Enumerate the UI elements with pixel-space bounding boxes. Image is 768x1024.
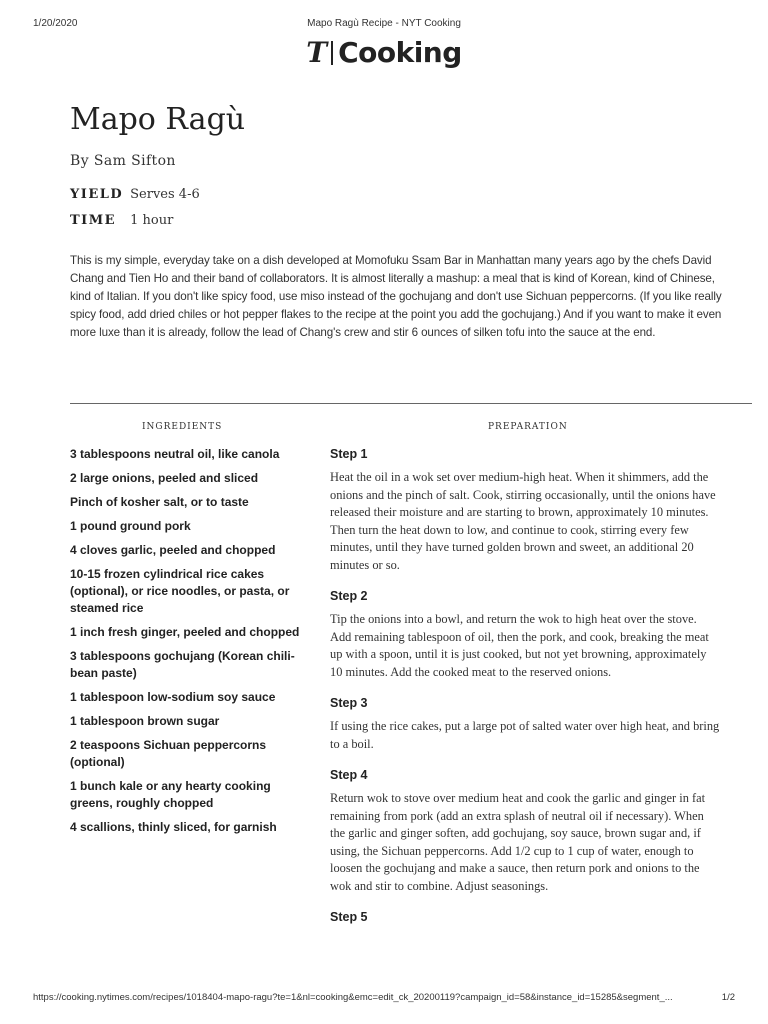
ingredient-item: 1 bunch kale or any hearty cooking greens, roughly chopped — [70, 779, 271, 810]
step-text: Heat the oil in a wok set over medium-high heat. When it shimmers, add the onions and the pinch of salt. Cook, stirring occasionally, until the onions have released their moisture and are starting to brown, approximately 10 minutes. Then turn the heat down to low, and continue to cook, stirring every few minutes, until they have turned golden brown and sweet, an additional 20 minutes or so. — [330, 470, 716, 572]
ingredient-item: 1 tablespoon brown sugar — [70, 714, 220, 728]
step-title: Step 2 — [330, 589, 368, 603]
ingredient-item: 1 tablespoon low-sodium soy sauce — [70, 690, 276, 704]
recipe-title: Mapo Ragù — [70, 102, 246, 137]
nyt-t-logo-icon: T — [306, 36, 328, 69]
preparation-steps — [330, 445, 720, 939]
ingredient-item: 10-15 frozen cylindrical rice cakes (optional), or rice noodles, or pasta, or steamed rice — [70, 567, 290, 615]
step-4 — [330, 766, 720, 895]
print-date: 1/20/2020 — [33, 18, 78, 29]
ingredient-item: 3 tablespoons neutral oil, like canola — [70, 447, 280, 461]
step-2 — [330, 587, 720, 681]
print-url: https://cooking.nytimes.com/recipes/1018404-mapo-ragu?te=1&nl=cooking&emc=edit_ck_20200119?campaign_id=58&instance_id=15285&segment_... — [33, 992, 673, 1003]
ingredients-heading: INGREDIENTS — [142, 422, 223, 432]
preparation-heading: PREPARATION — [488, 422, 568, 432]
print-page-title: Mapo Ragù Recipe - NYT Cooking — [307, 18, 461, 29]
step-text: If using the rice cakes, put a large pot of salted water over high heat, and bring to a boil. — [330, 719, 720, 751]
ingredient-item: 2 large onions, peeled and sliced — [70, 471, 259, 485]
time-value: 1 hour — [130, 213, 174, 228]
yield-row — [70, 187, 200, 202]
step-3 — [330, 694, 720, 753]
recipe-byline[interactable]: By Sam Sifton — [70, 153, 176, 169]
time-label: TIME — [70, 213, 117, 228]
ingredients-list — [70, 446, 300, 843]
step-title: Step 1 — [330, 447, 368, 461]
ingredient-item: 3 tablespoons gochujang (Korean chili-bean paste) — [70, 649, 295, 680]
print-footer — [0, 992, 768, 1006]
ingredient-item: 1 pound ground pork — [70, 519, 191, 533]
ingredient-item: Pinch of kosher salt, or to taste — [70, 495, 249, 509]
step-1 — [330, 445, 720, 574]
ingredient-item: 4 cloves garlic, peeled and chopped — [70, 543, 276, 557]
recipe-description: This is my simple, everyday take on a dish developed at Momofuku Ssam Bar in Manhattan many years ago by the chefs David Chang and Tien Ho and their band of collaborators. It is almost literally a mashup: a meal that is kind of Korean, kind of Chinese, kind of Italian. If you don't like spicy food, use miso instead of the gochujang and don't use Sichuan peppercorns. (If you like really spicy food, add dried chiles or hot pepper flakes to the recipe at the point you add the gochujang.) And if you want to make it even more luxe than it is already, follow the lead of Chang's crew and stir 6 ounces of silken tofu into the sauce at the end. — [70, 254, 722, 339]
ingredient-item: 4 scallions, thinly sliced, for garnish — [70, 820, 277, 834]
yield-label: YIELD — [70, 187, 124, 202]
print-header — [0, 18, 768, 32]
step-title: Step 4 — [330, 768, 368, 782]
page-number: 1/2 — [721, 992, 735, 1003]
step-text: Tip the onions into a bowl, and return the wok to high heat over the stove. Add remaining tablespoon of oil, then the pork, and cook, breaking the meat up with a spoon, until it is just cooked, but not yet browning, approximately 10 minutes. Add the cooked meat to the reserved onions. — [330, 612, 709, 679]
cooking-wordmark: Cooking — [338, 36, 462, 69]
step-5 — [330, 908, 720, 926]
nyt-cooking-logo[interactable] — [0, 36, 768, 70]
logo-divider — [331, 41, 333, 65]
time-row — [70, 213, 173, 228]
ingredient-item: 2 teaspoons Sichuan peppercorns (optional) — [70, 738, 267, 769]
step-title: Step 5 — [330, 910, 368, 924]
step-text: Return wok to stove over medium heat and cook the garlic and ginger in fat remaining from pork (add an extra splash of neutral oil if necessary). When the garlic and ginger soften, add gochujang, soy sauce, brown sugar and, if using, the Sichuan peppercorns. Add 1/2 cup to 1 cup of water, enough to loosen the gochujang and make a sauce, then return pork and onions to the wok and stir to combine. Adjust seasonings. — [330, 791, 706, 893]
step-title: Step 3 — [330, 696, 368, 710]
yield-value: Serves 4-6 — [130, 187, 200, 202]
section-divider — [70, 403, 752, 404]
ingredient-item: 1 inch fresh ginger, peeled and chopped — [70, 625, 300, 639]
